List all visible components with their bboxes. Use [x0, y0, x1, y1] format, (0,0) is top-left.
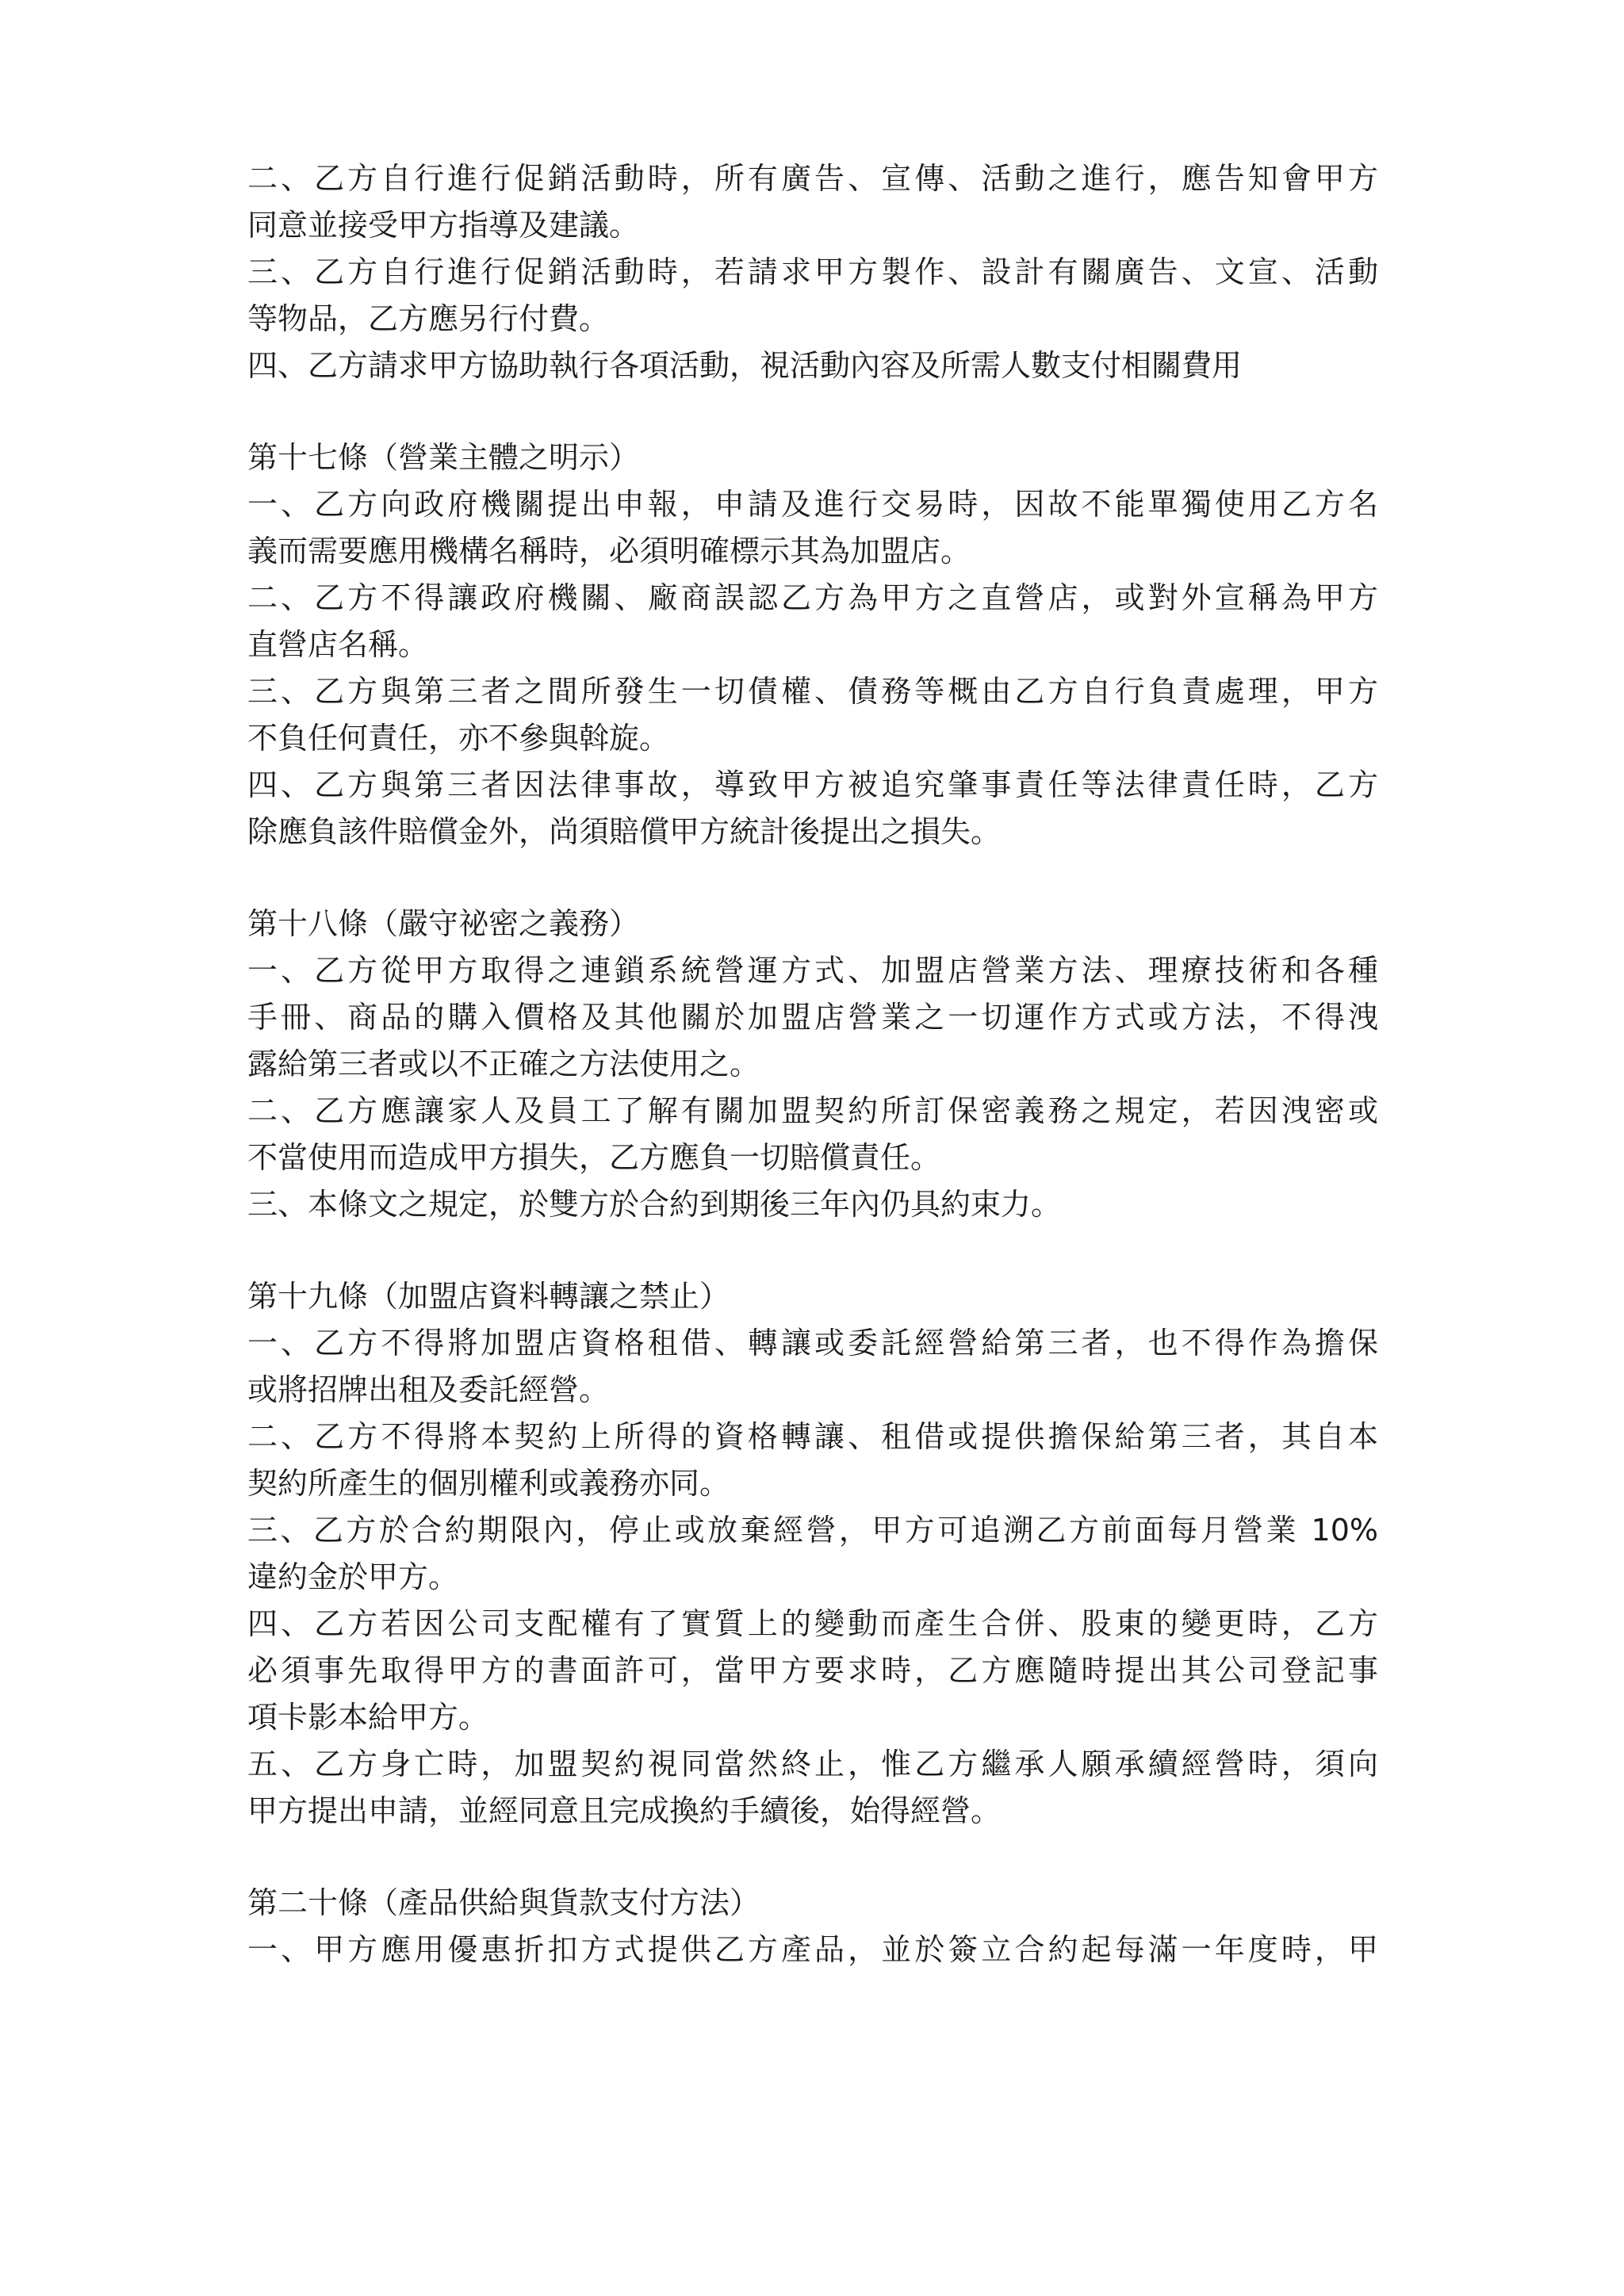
article-17-line-6: 不負任何責任，亦不參與斡旋。 — [247, 721, 670, 756]
article-17-line-1: 一、乙方向政府機關提出申報，申請及進行交易時，因故不能單獨使用乙方名 — [247, 487, 1378, 522]
intro-line-1: 二、乙方自行進行促銷活動時，所有廣告、宣傳、活動之進行，應告知會甲方 — [247, 161, 1378, 196]
article-17-line-8: 除應負該件賠償金外，尚須賠償甲方統計後提出之損失。 — [247, 814, 1002, 849]
article-19-line-8: 必須事先取得甲方的書面許可，當甲方要求時，乙方應隨時提出其公司登記事 — [247, 1653, 1378, 1688]
section-gap — [247, 1835, 1378, 1880]
section-gap — [247, 389, 1378, 434]
article-19-line-7: 四、乙方若因公司支配權有了實質上的變動而產生合併、股東的變更時，乙方 — [247, 1606, 1378, 1641]
intro-line-2: 同意並接受甲方指導及建議。 — [247, 208, 640, 243]
article-17-line-4: 直營店名稱。 — [247, 627, 429, 662]
article-19-line-5: 三、乙方於合約期限內，停止或放棄經營，甲方可追溯乙方前面每月營業 10% — [247, 1513, 1378, 1548]
article-18-line-4: 二、乙方應讓家人及員工了解有關加盟契約所訂保密義務之規定，若因洩密或 — [247, 1093, 1378, 1128]
article-18-line-3: 露給第三者或以不正確之方法使用之。 — [247, 1047, 760, 1081]
intro-line-5: 四、乙方請求甲方協助執行各項活動，視活動內容及所需人數支付相關費用 — [247, 348, 1243, 383]
article-19-line-1: 一、乙方不得將加盟店資格租借、轉讓或委託經營給第三者，也不得作為擔保 — [247, 1326, 1378, 1360]
article-20-line-1: 一、甲方應用優惠折扣方式提供乙方產品，並於簽立合約起每滿一年度時，甲 — [247, 1932, 1378, 1967]
article-17-line-2: 義而需要應用機構名稱時，必須明確標示其為加盟店。 — [247, 534, 971, 568]
intro-section — [247, 155, 1378, 389]
article-18-heading: 第十八條（嚴守祕密之義務） — [247, 906, 640, 941]
article-18-line-5: 不當使用而造成甲方損失，乙方應負一切賠償責任。 — [247, 1140, 941, 1175]
article-18-line-2: 手冊、商品的購入價格及其他關於加盟店營業之一切運作方式或方法，不得洩 — [247, 1000, 1378, 1035]
article-17-line-3: 二、乙方不得讓政府機關、廠商誤認乙方為甲方之直營店，或對外宣稱為甲方 — [247, 580, 1378, 615]
article-17-heading: 第十七條（營業主體之明示） — [247, 440, 640, 475]
intro-line-4: 等物品，乙方應另行付費。 — [247, 301, 610, 336]
article-19-line-6: 違約金於甲方。 — [247, 1559, 459, 1594]
article-17 — [247, 434, 1378, 855]
article-19-line-11: 甲方提出申請，並經同意且完成換約手續後，始得經營。 — [247, 1793, 1002, 1828]
article-19-line-9: 項卡影本給甲方。 — [247, 1700, 489, 1735]
article-19-line-3: 二、乙方不得將本契約上所得的資格轉讓、租借或提供擔保給第三者，其自本 — [247, 1419, 1378, 1454]
article-19-line-4: 契約所產生的個別權利或義務亦同。 — [247, 1466, 730, 1501]
contract-page — [247, 155, 1378, 1973]
article-17-line-7: 四、乙方與第三者因法律事故，導致甲方被追究肇事責任等法律責任時，乙方 — [247, 767, 1378, 802]
intro-line-3: 三、乙方自行進行促銷活動時，若請求甲方製作、設計有關廣告、文宣、活動 — [247, 254, 1378, 289]
article-18 — [247, 901, 1378, 1228]
article-19-heading: 第十九條（加盟店資料轉讓之禁止） — [247, 1279, 730, 1314]
article-20 — [247, 1880, 1378, 1973]
article-19-line-10: 五、乙方身亡時，加盟契約視同當然終止，惟乙方繼承人願承續經營時，須向 — [247, 1747, 1378, 1781]
article-17-line-5: 三、乙方與第三者之間所發生一切債權、債務等概由乙方自行負責處理，甲方 — [247, 674, 1378, 709]
article-19 — [247, 1273, 1378, 1835]
section-gap — [247, 1228, 1378, 1273]
article-19-line-2: 或將招牌出租及委託經營。 — [247, 1372, 610, 1407]
article-20-heading: 第二十條（產品供給與貨款支付方法） — [247, 1885, 760, 1920]
article-18-line-1: 一、乙方從甲方取得之連鎖系統營運方式、加盟店營業方法、理療技術和各種 — [247, 953, 1378, 988]
article-18-line-6: 三、本條文之規定，於雙方於合約到期後三年內仍具約束力。 — [247, 1187, 1062, 1222]
section-gap — [247, 855, 1378, 901]
